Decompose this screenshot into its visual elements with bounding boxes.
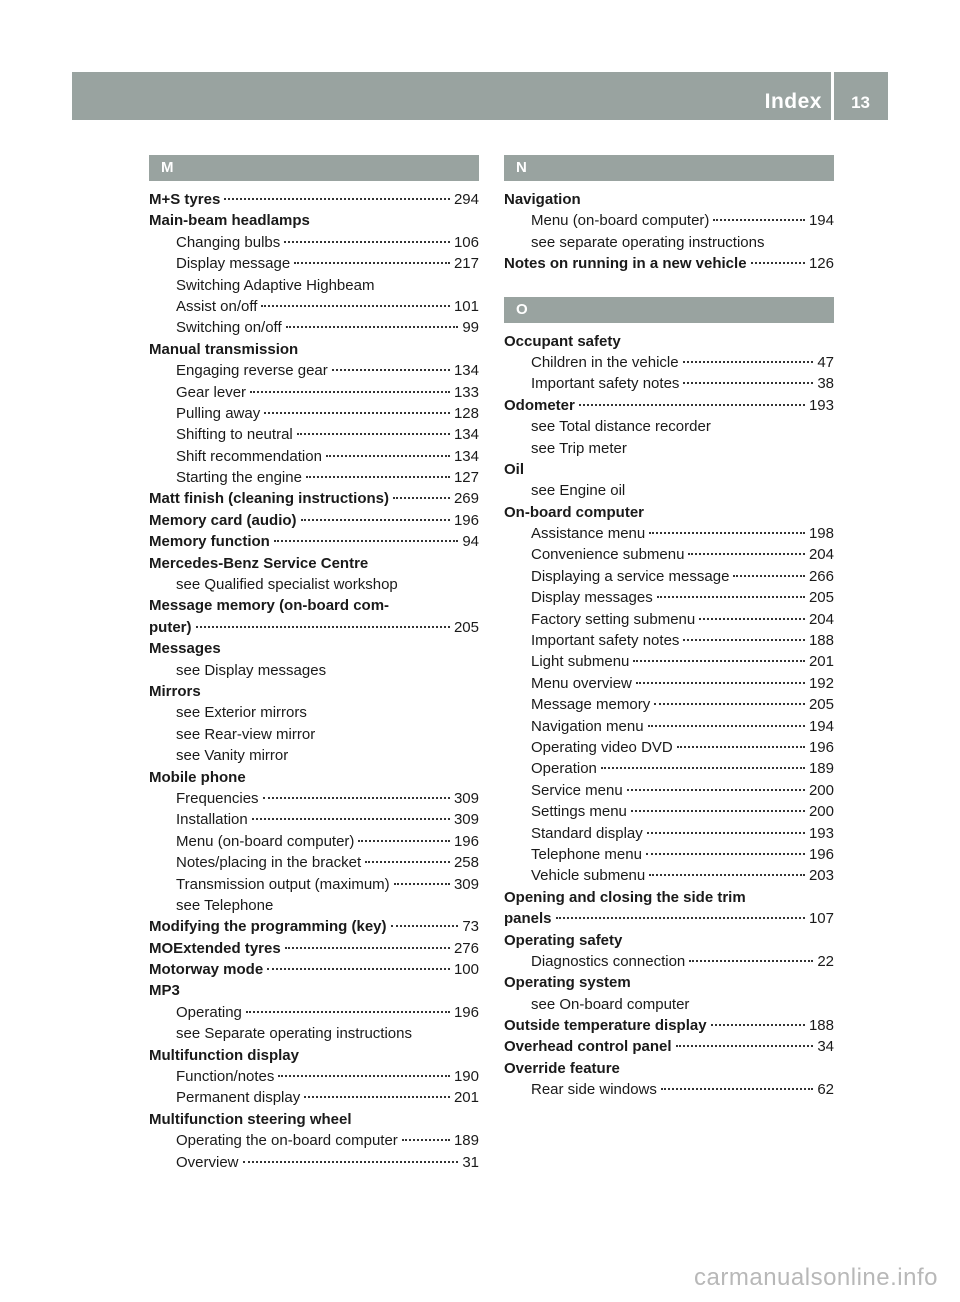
index-entry	[149, 1045, 479, 1066]
index-entry	[149, 531, 479, 552]
index-subentry	[149, 831, 479, 852]
index-subentry	[504, 694, 834, 715]
header-title: Index	[764, 90, 822, 113]
entry-text: Motorway mode	[149, 961, 264, 979]
dot-leader	[579, 404, 805, 406]
entry-page-number: 276	[453, 939, 479, 957]
index-entry	[149, 938, 479, 959]
entry-page-number: 269	[453, 490, 479, 508]
entry-text: Transmission output (maximum)	[176, 875, 390, 893]
entry-text: Telephone menu	[531, 845, 642, 863]
entry-page-number: 200	[808, 803, 834, 821]
index-subentry	[149, 852, 479, 873]
index-subentry	[504, 438, 834, 459]
dot-leader	[246, 1011, 450, 1013]
index-entry	[149, 916, 479, 937]
dot-leader	[699, 618, 805, 620]
index-entry	[149, 638, 479, 659]
dot-leader	[733, 575, 805, 577]
entry-text: Display messages	[531, 589, 653, 607]
dot-leader	[365, 861, 450, 863]
entry-text: Override feature	[504, 1059, 620, 1077]
index-entry	[149, 1109, 479, 1130]
entry-text: Operating the on-board computer	[176, 1132, 398, 1150]
dot-leader	[326, 455, 450, 457]
index-entry	[504, 930, 834, 951]
index-subentry	[504, 801, 834, 822]
dot-leader	[250, 391, 450, 393]
entry-page-number: 203	[808, 867, 834, 885]
entry-page-number: 201	[808, 653, 834, 671]
entry-text: Multifunction display	[149, 1046, 299, 1064]
entry-page-number: 196	[453, 511, 479, 529]
dot-leader	[252, 818, 450, 820]
entry-text: Important safety notes	[531, 375, 680, 393]
section-letter-header: O	[504, 297, 834, 323]
index-entry	[149, 617, 479, 638]
entry-text: Notes/placing in the bracket	[176, 854, 362, 872]
entry-text: see separate operating instructions	[531, 233, 765, 251]
entry-page-number: 22	[817, 952, 834, 970]
index-subentry	[504, 210, 834, 231]
entry-page-number: 196	[453, 832, 479, 850]
index-subentry	[149, 702, 479, 723]
index-entry	[149, 510, 479, 531]
entry-text: Message memory (on-board com-	[149, 597, 390, 615]
index-subentry	[504, 352, 834, 373]
index-subentry	[504, 566, 834, 587]
entry-page-number: 126	[808, 255, 834, 273]
index-subentry	[149, 788, 479, 809]
dot-leader	[646, 853, 805, 855]
index-entry	[504, 189, 834, 210]
index-subentry	[149, 1066, 479, 1087]
entry-page-number: 194	[808, 717, 834, 735]
entry-text: see Separate operating instructions	[176, 1025, 412, 1043]
entry-text: Mercedes-Benz Service Centre	[149, 554, 369, 572]
dot-leader	[683, 639, 805, 641]
index-entry	[149, 553, 479, 574]
index-entry	[149, 189, 479, 210]
entry-text: Standard display	[531, 824, 643, 842]
index-subentry	[504, 673, 834, 694]
entry-text: Rear side windows	[531, 1081, 657, 1099]
dot-leader	[677, 746, 805, 748]
index-entry	[149, 681, 479, 702]
dot-leader	[649, 532, 805, 534]
index-subentry	[149, 296, 479, 317]
section-letter-header: N	[504, 155, 834, 181]
index-subentry	[149, 446, 479, 467]
index-subentry	[149, 1130, 479, 1151]
index-subentry	[504, 232, 834, 253]
entry-text: Overview	[176, 1153, 239, 1171]
index-subentry	[504, 844, 834, 865]
index-subentry	[149, 232, 479, 253]
index-subentry	[504, 758, 834, 779]
entry-text: MP3	[149, 982, 180, 1000]
entry-page-number: 189	[453, 1132, 479, 1150]
entry-page-number: 62	[817, 1081, 834, 1099]
dot-leader	[394, 883, 450, 885]
index-subentry	[504, 523, 834, 544]
index-subentry	[504, 480, 834, 501]
entry-page-number: 193	[808, 396, 834, 414]
entry-text: see Qualified specialist workshop	[176, 576, 398, 594]
entry-page-number: 201	[453, 1089, 479, 1107]
entry-page-number: 309	[453, 875, 479, 893]
index-entry	[504, 1036, 834, 1057]
entry-page-number: 106	[453, 233, 479, 251]
index-subentry	[504, 373, 834, 394]
page-number: 13	[851, 93, 870, 112]
index-entry	[149, 980, 479, 1001]
index-subentry	[149, 275, 479, 296]
entry-text: see Vanity mirror	[176, 747, 289, 765]
entry-text: Function/notes	[176, 1068, 275, 1086]
index-subentry	[149, 1002, 479, 1023]
dot-leader	[391, 925, 459, 927]
index-subentry	[149, 895, 479, 916]
entry-page-number: 196	[808, 738, 834, 756]
entry-text: see Engine oil	[531, 482, 626, 500]
entry-text: Operating	[176, 1003, 242, 1021]
dot-leader	[711, 1024, 805, 1026]
entry-text: see Total distance recorder	[531, 418, 711, 436]
entry-text: Starting the engine	[176, 469, 302, 487]
entry-text: see Rear-view mirror	[176, 725, 316, 743]
entry-page-number: 34	[817, 1038, 834, 1056]
entry-page-number: 198	[808, 525, 834, 543]
entry-page-number: 266	[808, 567, 834, 585]
index-subentry	[504, 630, 834, 651]
index-entry	[149, 595, 479, 616]
index-subentry	[149, 317, 479, 338]
index-subentry	[504, 823, 834, 844]
entry-page-number: 192	[808, 674, 834, 692]
entry-page-number: 196	[453, 1003, 479, 1021]
index-subentry	[504, 416, 834, 437]
index-subentry	[504, 737, 834, 758]
index-entry	[504, 1058, 834, 1079]
dot-leader	[556, 917, 805, 919]
entry-text: Switching Adaptive Highbeam	[176, 276, 375, 294]
entry-page-number: 134	[453, 447, 479, 465]
dot-leader	[294, 262, 450, 264]
entry-page-number: 134	[453, 426, 479, 444]
entry-text: Menu (on-board computer)	[531, 212, 710, 230]
index-entry	[504, 502, 834, 523]
entry-text: Frequencies	[176, 789, 259, 807]
section-letter-header: M	[149, 155, 479, 181]
entry-text: Matt finish (cleaning instructions)	[149, 490, 390, 508]
index-subentry	[149, 424, 479, 445]
entry-text: see Exterior mirrors	[176, 704, 307, 722]
entry-text: Permanent display	[176, 1089, 301, 1107]
index-subentry	[149, 382, 479, 403]
entry-text: Menu (on-board computer)	[176, 832, 355, 850]
entry-text: MOExtended tyres	[149, 939, 281, 957]
entry-text: Operating video DVD	[531, 738, 673, 756]
dot-leader	[751, 262, 805, 264]
entry-text: Mirrors	[149, 682, 201, 700]
index-entry	[149, 488, 479, 509]
entry-page-number: 205	[808, 589, 834, 607]
header-divider	[831, 72, 834, 120]
entry-text: Oil	[504, 460, 525, 478]
entry-page-number: 204	[808, 610, 834, 628]
entry-text: Message memory	[531, 696, 651, 714]
entry-page-number: 309	[453, 789, 479, 807]
entry-text: Changing bulbs	[176, 233, 281, 251]
entry-text: Main-beam headlamps	[149, 212, 310, 230]
index-subentry	[149, 660, 479, 681]
index-entry	[504, 887, 834, 908]
index-subentry	[149, 745, 479, 766]
entry-page-number: 188	[808, 1017, 834, 1035]
entry-page-number: 204	[808, 546, 834, 564]
dot-leader	[402, 1139, 450, 1141]
entry-text: Messages	[149, 640, 221, 658]
entry-text: Modifying the programming (key)	[149, 918, 387, 936]
entry-page-number: 188	[808, 632, 834, 650]
entry-page-number: 133	[453, 383, 479, 401]
index-entry	[504, 331, 834, 352]
dot-leader	[654, 703, 805, 705]
entry-text: Notes on running in a new vehicle	[504, 255, 747, 273]
index-subentry	[504, 609, 834, 630]
entry-text: Light submenu	[531, 653, 630, 671]
index-entry	[149, 959, 479, 980]
entry-page-number: 193	[808, 824, 834, 842]
entry-text: Factory setting submenu	[531, 610, 696, 628]
dot-leader	[648, 725, 805, 727]
index-subentry	[149, 1152, 479, 1173]
dot-leader	[243, 1161, 459, 1163]
index-subentry	[149, 253, 479, 274]
dot-leader	[647, 832, 805, 834]
index-entry	[149, 210, 479, 231]
entry-text: see On-board computer	[531, 995, 690, 1013]
dot-leader	[683, 361, 814, 363]
index-subentry	[149, 1087, 479, 1108]
section-spacer	[504, 275, 834, 297]
index-entry	[504, 1015, 834, 1036]
entry-page-number: 309	[453, 811, 479, 829]
dot-leader	[631, 810, 805, 812]
entry-text: see Trip meter	[531, 439, 627, 457]
dot-leader	[306, 476, 450, 478]
dot-leader	[224, 198, 450, 200]
index-column-right	[504, 155, 834, 1101]
entry-text: Memory card (audio)	[149, 511, 297, 529]
entry-text: see Telephone	[176, 896, 274, 914]
entry-text: Mobile phone	[149, 768, 246, 786]
dot-leader	[263, 797, 450, 799]
entry-page-number: 196	[808, 845, 834, 863]
dot-leader	[683, 382, 813, 384]
entry-text: Diagnostics connection	[531, 952, 686, 970]
dot-leader	[358, 840, 450, 842]
entry-page-number: 99	[462, 319, 479, 337]
entry-text: Engaging reverse gear	[176, 362, 328, 380]
entry-text: Odometer	[504, 396, 575, 414]
entry-page-number: 47	[817, 353, 834, 371]
dot-leader	[261, 305, 450, 307]
page-header	[72, 72, 888, 120]
entry-page-number: 205	[453, 618, 479, 636]
watermark: carmanualsonline.info	[694, 1264, 938, 1291]
entry-text: Vehicle submenu	[531, 867, 646, 885]
index-subentry	[504, 716, 834, 737]
dot-leader	[676, 1045, 814, 1047]
index-column-left	[149, 155, 479, 1173]
entry-page-number: 189	[808, 760, 834, 778]
index-entry	[149, 767, 479, 788]
entry-text: see Display messages	[176, 661, 327, 679]
dot-leader	[301, 519, 450, 521]
index-subentry	[149, 360, 479, 381]
entry-text: panels	[504, 910, 552, 928]
dot-leader	[689, 960, 813, 962]
entry-page-number: 200	[808, 781, 834, 799]
entry-text: Manual transmission	[149, 340, 299, 358]
dot-leader	[278, 1075, 450, 1077]
index-subentry	[149, 874, 479, 895]
entry-text: Installation	[176, 811, 248, 829]
entry-page-number: 127	[453, 469, 479, 487]
entry-text: Children in the vehicle	[531, 353, 679, 371]
entry-text: Gear lever	[176, 383, 247, 401]
dot-leader	[649, 874, 805, 876]
entry-page-number: 38	[817, 375, 834, 393]
entry-page-number: 190	[453, 1068, 479, 1086]
dot-leader	[601, 767, 805, 769]
entry-text: Assist on/off	[176, 297, 258, 315]
index-subentry	[149, 403, 479, 424]
entry-text: Multifunction steering wheel	[149, 1110, 352, 1128]
index-subentry	[504, 651, 834, 672]
entry-page-number: 31	[462, 1153, 479, 1171]
entry-page-number: 134	[453, 362, 479, 380]
entry-page-number: 194	[808, 212, 834, 230]
entry-text: Navigation menu	[531, 717, 644, 735]
index-subentry	[504, 587, 834, 608]
entry-text: Display message	[176, 255, 291, 273]
entry-text: Navigation	[504, 191, 581, 208]
index-entry	[504, 908, 834, 929]
entry-text: Shifting to neutral	[176, 426, 293, 444]
entry-page-number: 107	[808, 910, 834, 928]
entry-text: Displaying a service message	[531, 567, 730, 585]
entry-text: Outside temperature display	[504, 1017, 707, 1035]
entry-page-number: 128	[453, 404, 479, 422]
dot-leader	[688, 553, 805, 555]
entry-text: Operating system	[504, 974, 631, 992]
entry-text: Memory function	[149, 533, 270, 551]
entry-text: Operation	[531, 760, 597, 778]
dot-leader	[332, 369, 450, 371]
dot-leader	[393, 497, 450, 499]
index-subentry	[149, 809, 479, 830]
dot-leader	[297, 433, 450, 435]
entry-text: Pulling away	[176, 404, 261, 422]
index-subentry	[504, 994, 834, 1015]
entry-text: Occupant safety	[504, 332, 621, 350]
index-subentry	[149, 1023, 479, 1044]
dot-leader	[286, 326, 459, 328]
dot-leader	[304, 1096, 450, 1098]
dot-leader	[284, 241, 450, 243]
entry-text: Operating safety	[504, 931, 623, 949]
entry-page-number: 294	[453, 191, 479, 208]
dot-leader	[267, 968, 450, 970]
entry-text: Assistance menu	[531, 525, 646, 543]
entry-text: Overhead control panel	[504, 1038, 672, 1056]
dot-leader	[661, 1088, 813, 1090]
index-entry	[504, 253, 834, 274]
index-subentry	[504, 1079, 834, 1100]
entry-page-number: 73	[462, 918, 479, 936]
dot-leader	[264, 412, 450, 414]
entry-page-number: 258	[453, 854, 479, 872]
dot-leader	[657, 596, 805, 598]
index-subentry	[504, 865, 834, 886]
entry-text: Opening and closing the side trim	[504, 888, 746, 906]
index-entry	[504, 459, 834, 480]
index-subentry	[149, 467, 479, 488]
entry-text: Important safety notes	[531, 632, 680, 650]
entry-text: On-board computer	[504, 503, 645, 521]
index-subentry	[149, 574, 479, 595]
index-subentry	[149, 724, 479, 745]
index-subentry	[504, 780, 834, 801]
index-entry	[504, 972, 834, 993]
dot-leader	[627, 789, 805, 791]
entry-page-number: 205	[808, 696, 834, 714]
entry-page-number: 101	[453, 297, 479, 315]
entry-text: puter)	[149, 618, 192, 636]
entry-text: Service menu	[531, 781, 623, 799]
entry-page-number: 217	[453, 255, 479, 273]
index-entry	[504, 395, 834, 416]
entry-text: Convenience submenu	[531, 546, 685, 564]
entry-page-number: 94	[462, 533, 479, 551]
entry-text: Menu overview	[531, 674, 632, 692]
entry-text: M+S tyres	[149, 191, 221, 208]
dot-leader	[196, 626, 450, 628]
entry-text: Switching on/off	[176, 319, 282, 337]
dot-leader	[636, 682, 805, 684]
entry-text: Settings menu	[531, 803, 627, 821]
dot-leader	[274, 540, 458, 542]
index-entry	[149, 339, 479, 360]
index-subentry	[504, 544, 834, 565]
index-subentry	[504, 951, 834, 972]
entry-text: Shift recommendation	[176, 447, 322, 465]
dot-leader	[633, 660, 805, 662]
entry-page-number: 100	[453, 961, 479, 979]
dot-leader	[713, 219, 805, 221]
dot-leader	[285, 947, 450, 949]
